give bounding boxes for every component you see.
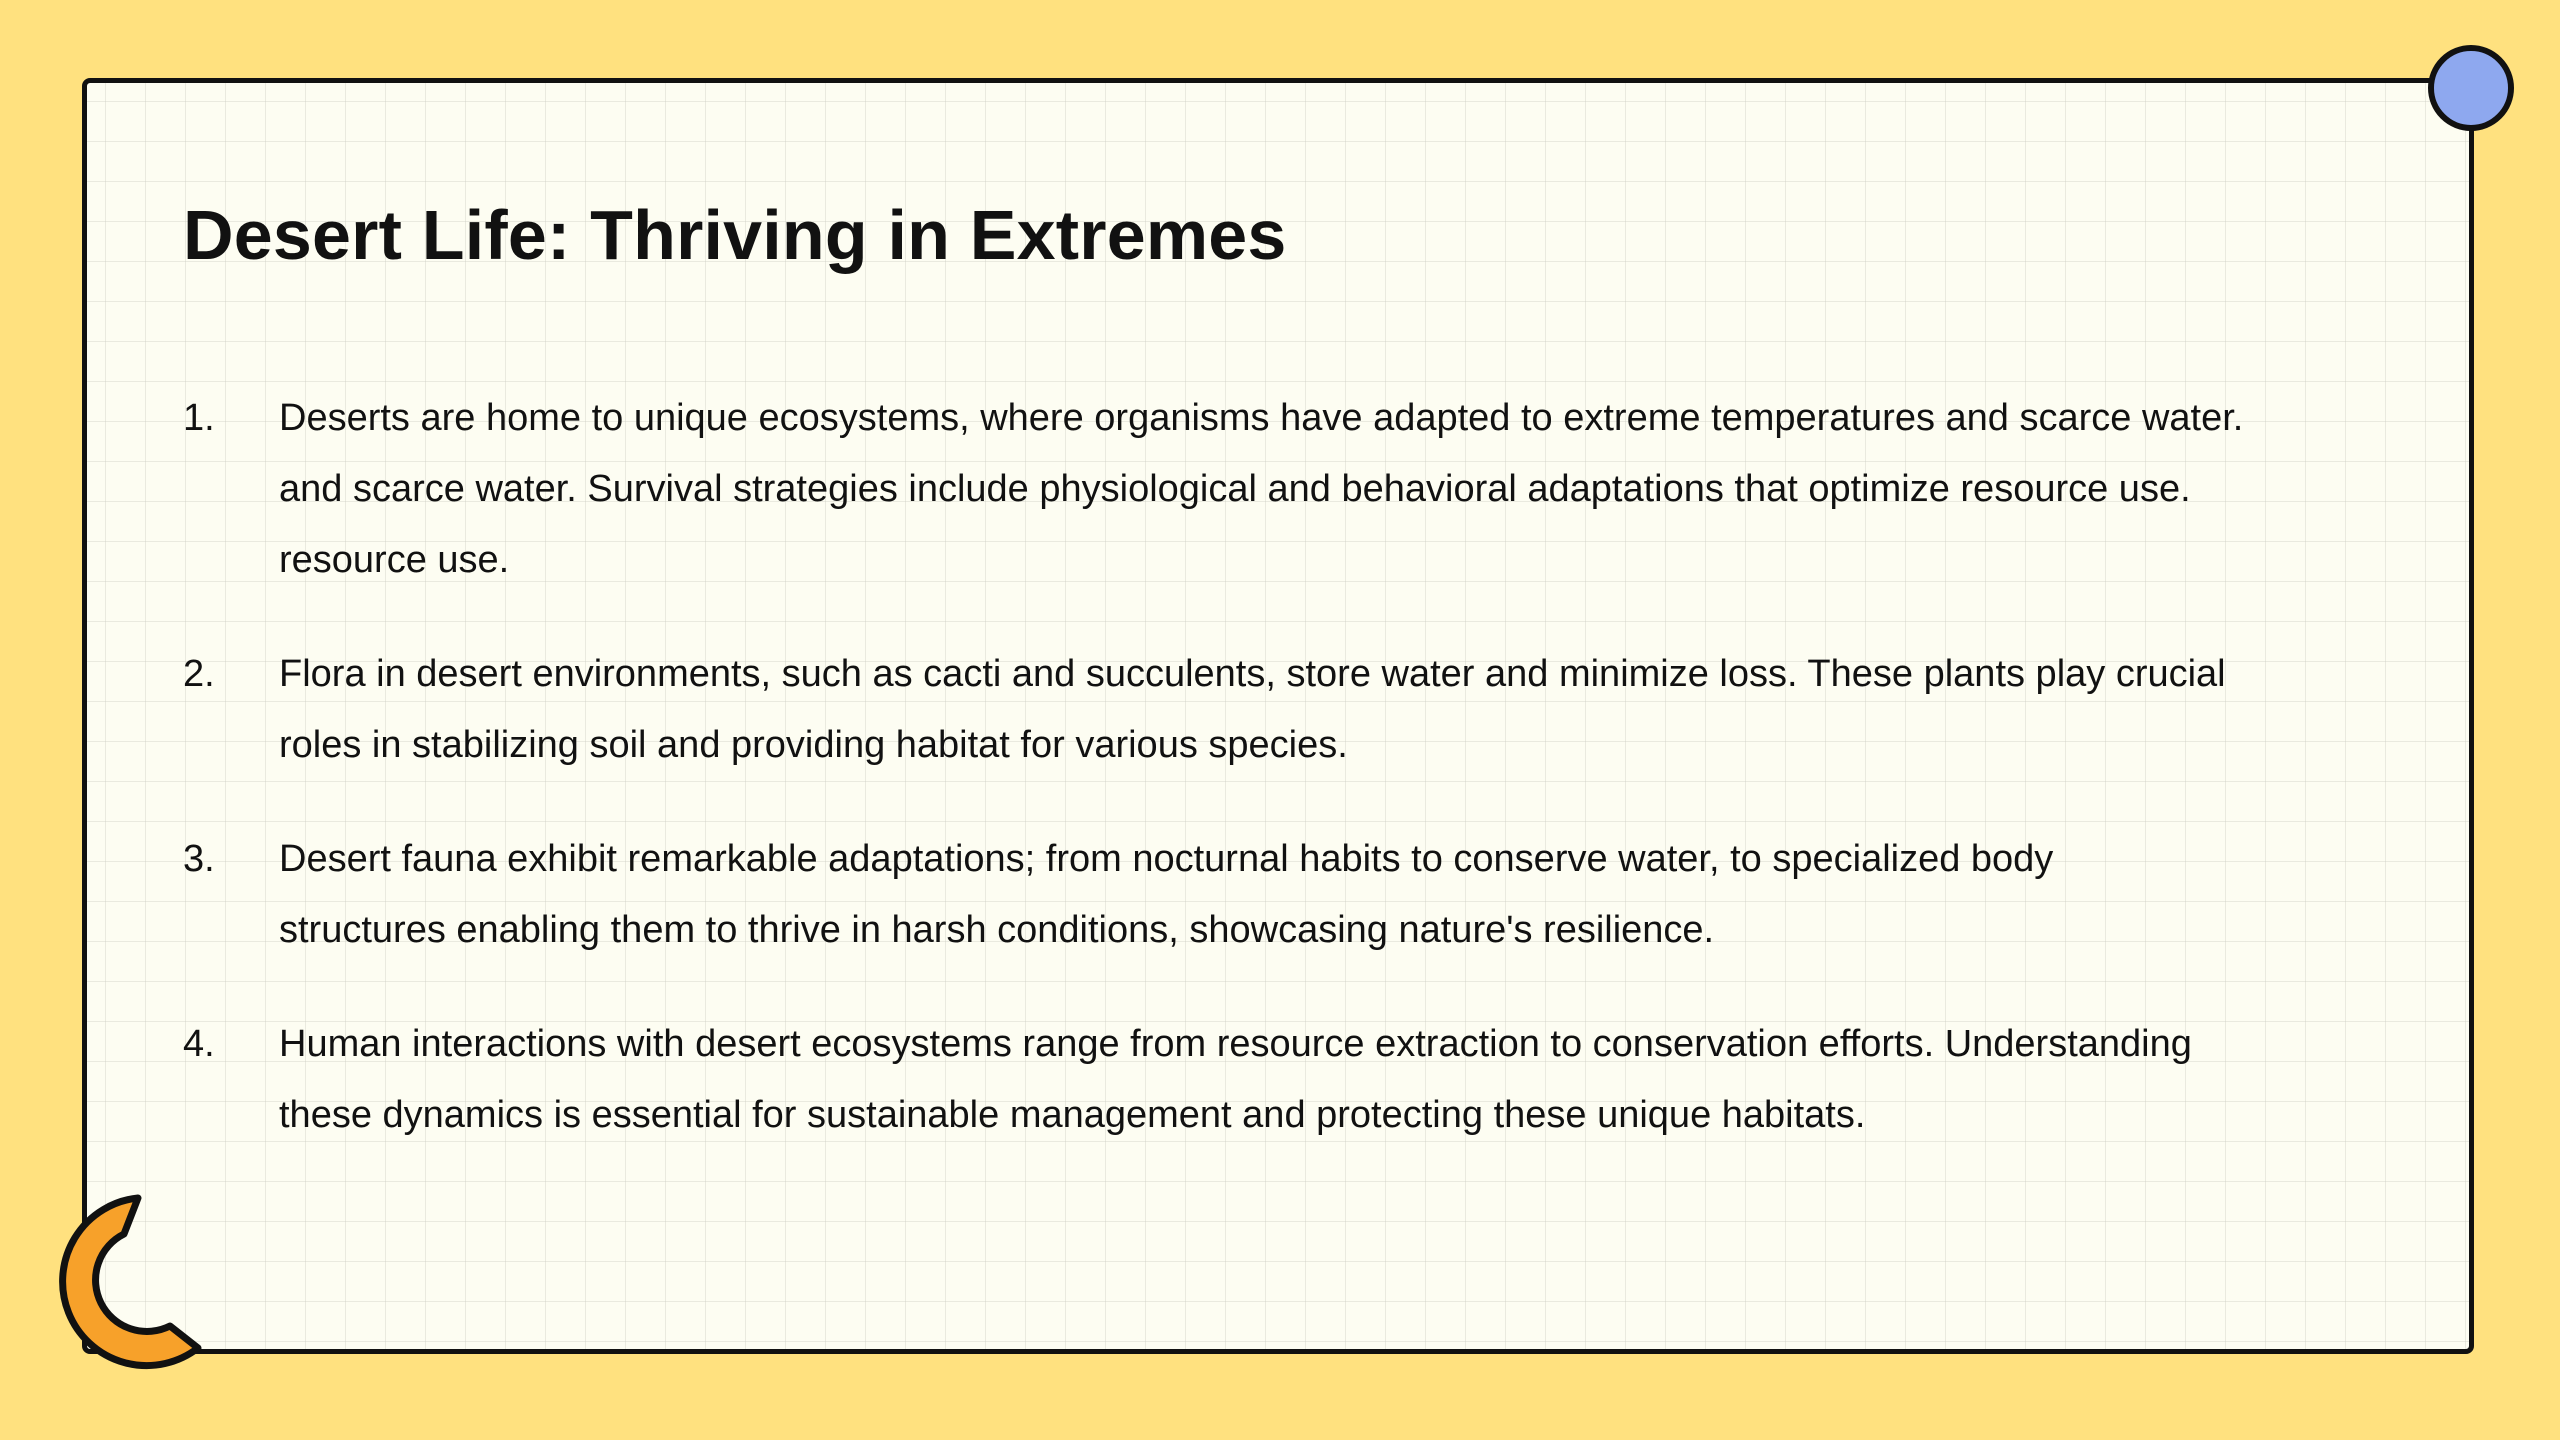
list-item-line: Deserts are home to unique ecosystems, where organisms have adapted to extreme temperatures and scarce water. [279,397,2244,439]
list-item-number: 2. [183,653,215,695]
slide-card [82,78,2474,1354]
list-item-line: structures enabling them to thrive in harsh conditions, showcasing nature's resilience. [279,909,1715,951]
list-item-text [279,383,2413,596]
blue-circle-decoration-icon [2428,45,2514,131]
list-item-line: Human interactions with desert ecosystems range from resource extraction to conservation efforts. Understanding [279,1023,2192,1065]
list-item-text [279,1009,2413,1151]
list-item [183,383,2413,596]
list-item-number: 4. [183,1023,215,1065]
list-item-line: Flora in desert environments, such as cacti and succulents, store water and minimize loss. These plants play crucial [279,653,2226,695]
list-item-number: 1. [183,397,215,439]
list-item-line: these dynamics is essential for sustainable management and protecting these unique habitats. [279,1094,1866,1136]
slide-title: Desert Life: Thriving in Extremes [183,196,1287,274]
list-item-line: Desert fauna exhibit remarkable adaptations; from nocturnal habits to conserve water, to specialized body [279,838,2054,880]
list-item [183,639,2413,781]
list-item [183,824,2413,966]
list-item-text [279,824,2413,966]
list-item-text [279,639,2413,781]
orange-c-shape-decoration-icon [20,1176,220,1406]
list-item-line: roles in stabilizing soil and providing habitat for various species. [279,724,1348,766]
list-item-line: resource use. [279,539,510,581]
list-item [183,1009,2413,1151]
list-item-line: and scarce water. Survival strategies include physiological and behavioral adaptations that optimize resource use. [279,468,2191,510]
bullet-list [183,383,2413,1194]
list-item-number: 3. [183,838,215,880]
